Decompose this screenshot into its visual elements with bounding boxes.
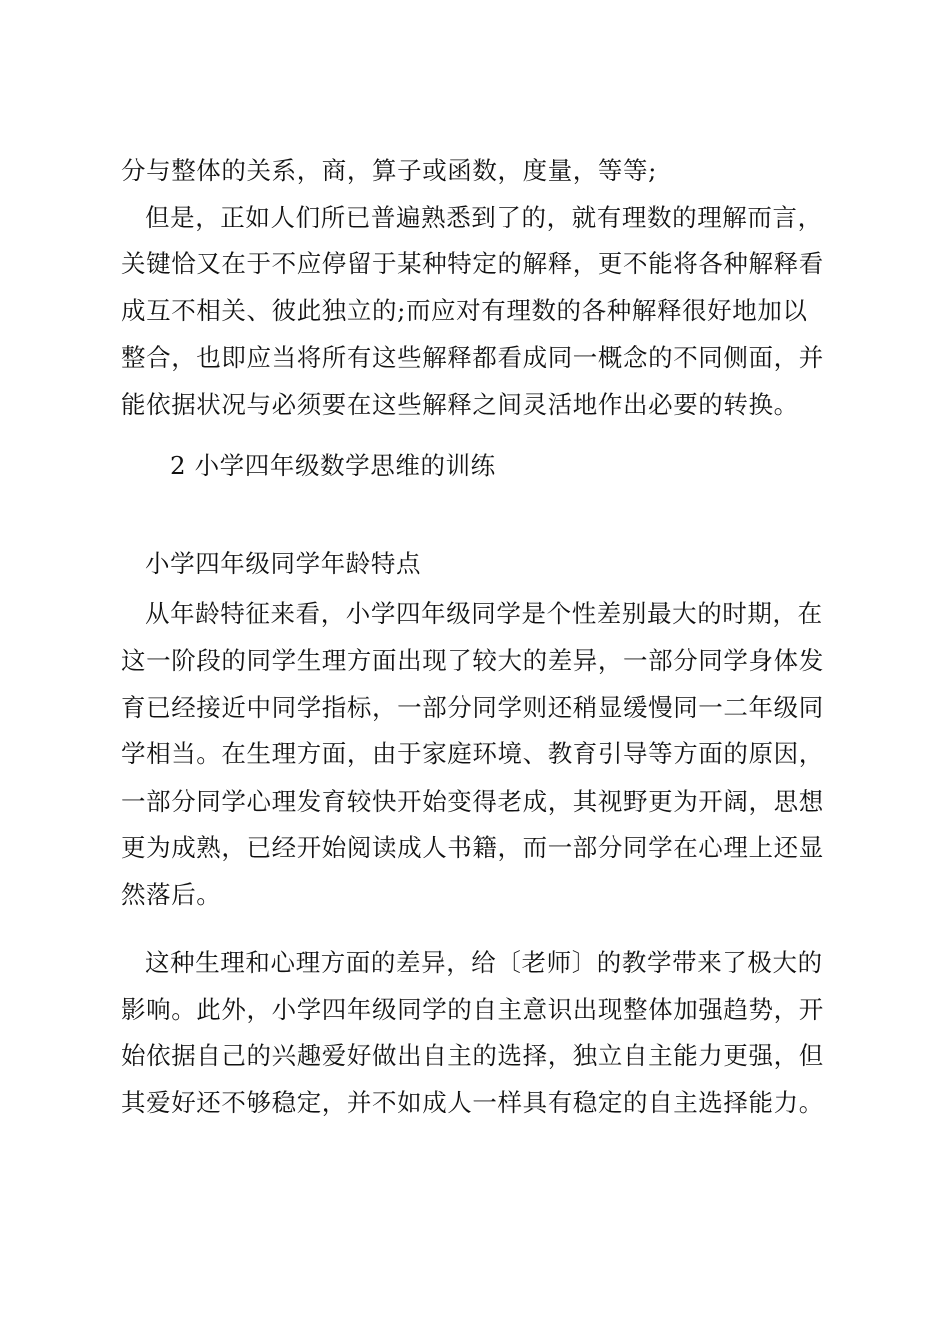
paragraph-line: 从年龄特征来看，小学四年级同学是个性差别最大的时期，在	[145, 599, 823, 628]
paragraph-line: 然落后。	[121, 880, 222, 909]
paragraph-line: 始依据自己的兴趣爱好做出自主的选择，独立自主能力更强，但	[121, 1041, 824, 1070]
paragraph-line: 但是，正如人们所已普遍熟悉到了的，就有理数的理解而言，	[145, 203, 823, 232]
paragraph-line: 关键恰又在于不应停留于某种特定的解释，更不能将各种解释看	[121, 249, 824, 278]
paragraph-line: 影响。此外，小学四年级同学的自主意识出现整体加强趋势，开	[121, 995, 824, 1024]
paragraph-line: 整合，也即应当将所有这些解释都看成同一概念的不同侧面，并	[121, 343, 824, 372]
paragraph-line: 学相当。在生理方面，由于家庭环境、教育引导等方面的原因，	[121, 739, 824, 768]
paragraph-line: 育已经接近中同学指标，一部分同学则还稍显缓慢同一二年级同	[121, 693, 824, 722]
paragraph-line: 更为成熟，已经开始阅读成人书籍，而一部分同学在心理上还显	[121, 833, 824, 862]
paragraph-line: 这种生理和心理方面的差异，给〔老师〕的教学带来了极大的	[145, 948, 823, 977]
paragraph-line: 分与整体的关系，商，算子或函数，度量，等等;	[121, 156, 657, 185]
section-heading: 2 小学四年级数学思维的训练	[170, 451, 496, 480]
paragraph-line: 一部分同学心理发育较快开始变得老成，其视野更为开阔，思想	[121, 787, 824, 816]
paragraph-line: 能依据状况与必须要在这些解释之间灵活地作出必要的转换。	[121, 390, 799, 419]
paragraph-line: 成互不相关、彼此独立的;而应对有理数的各种解释很好地加以	[121, 296, 808, 325]
subsection-heading: 小学四年级同学年龄特点	[145, 549, 422, 578]
paragraph-line: 这一阶段的同学生理方面出现了较大的差异，一部分同学身体发	[121, 646, 824, 675]
paragraph-line: 其爱好还不够稳定，并不如成人一样具有稳定的自主选择能力。	[121, 1088, 824, 1117]
